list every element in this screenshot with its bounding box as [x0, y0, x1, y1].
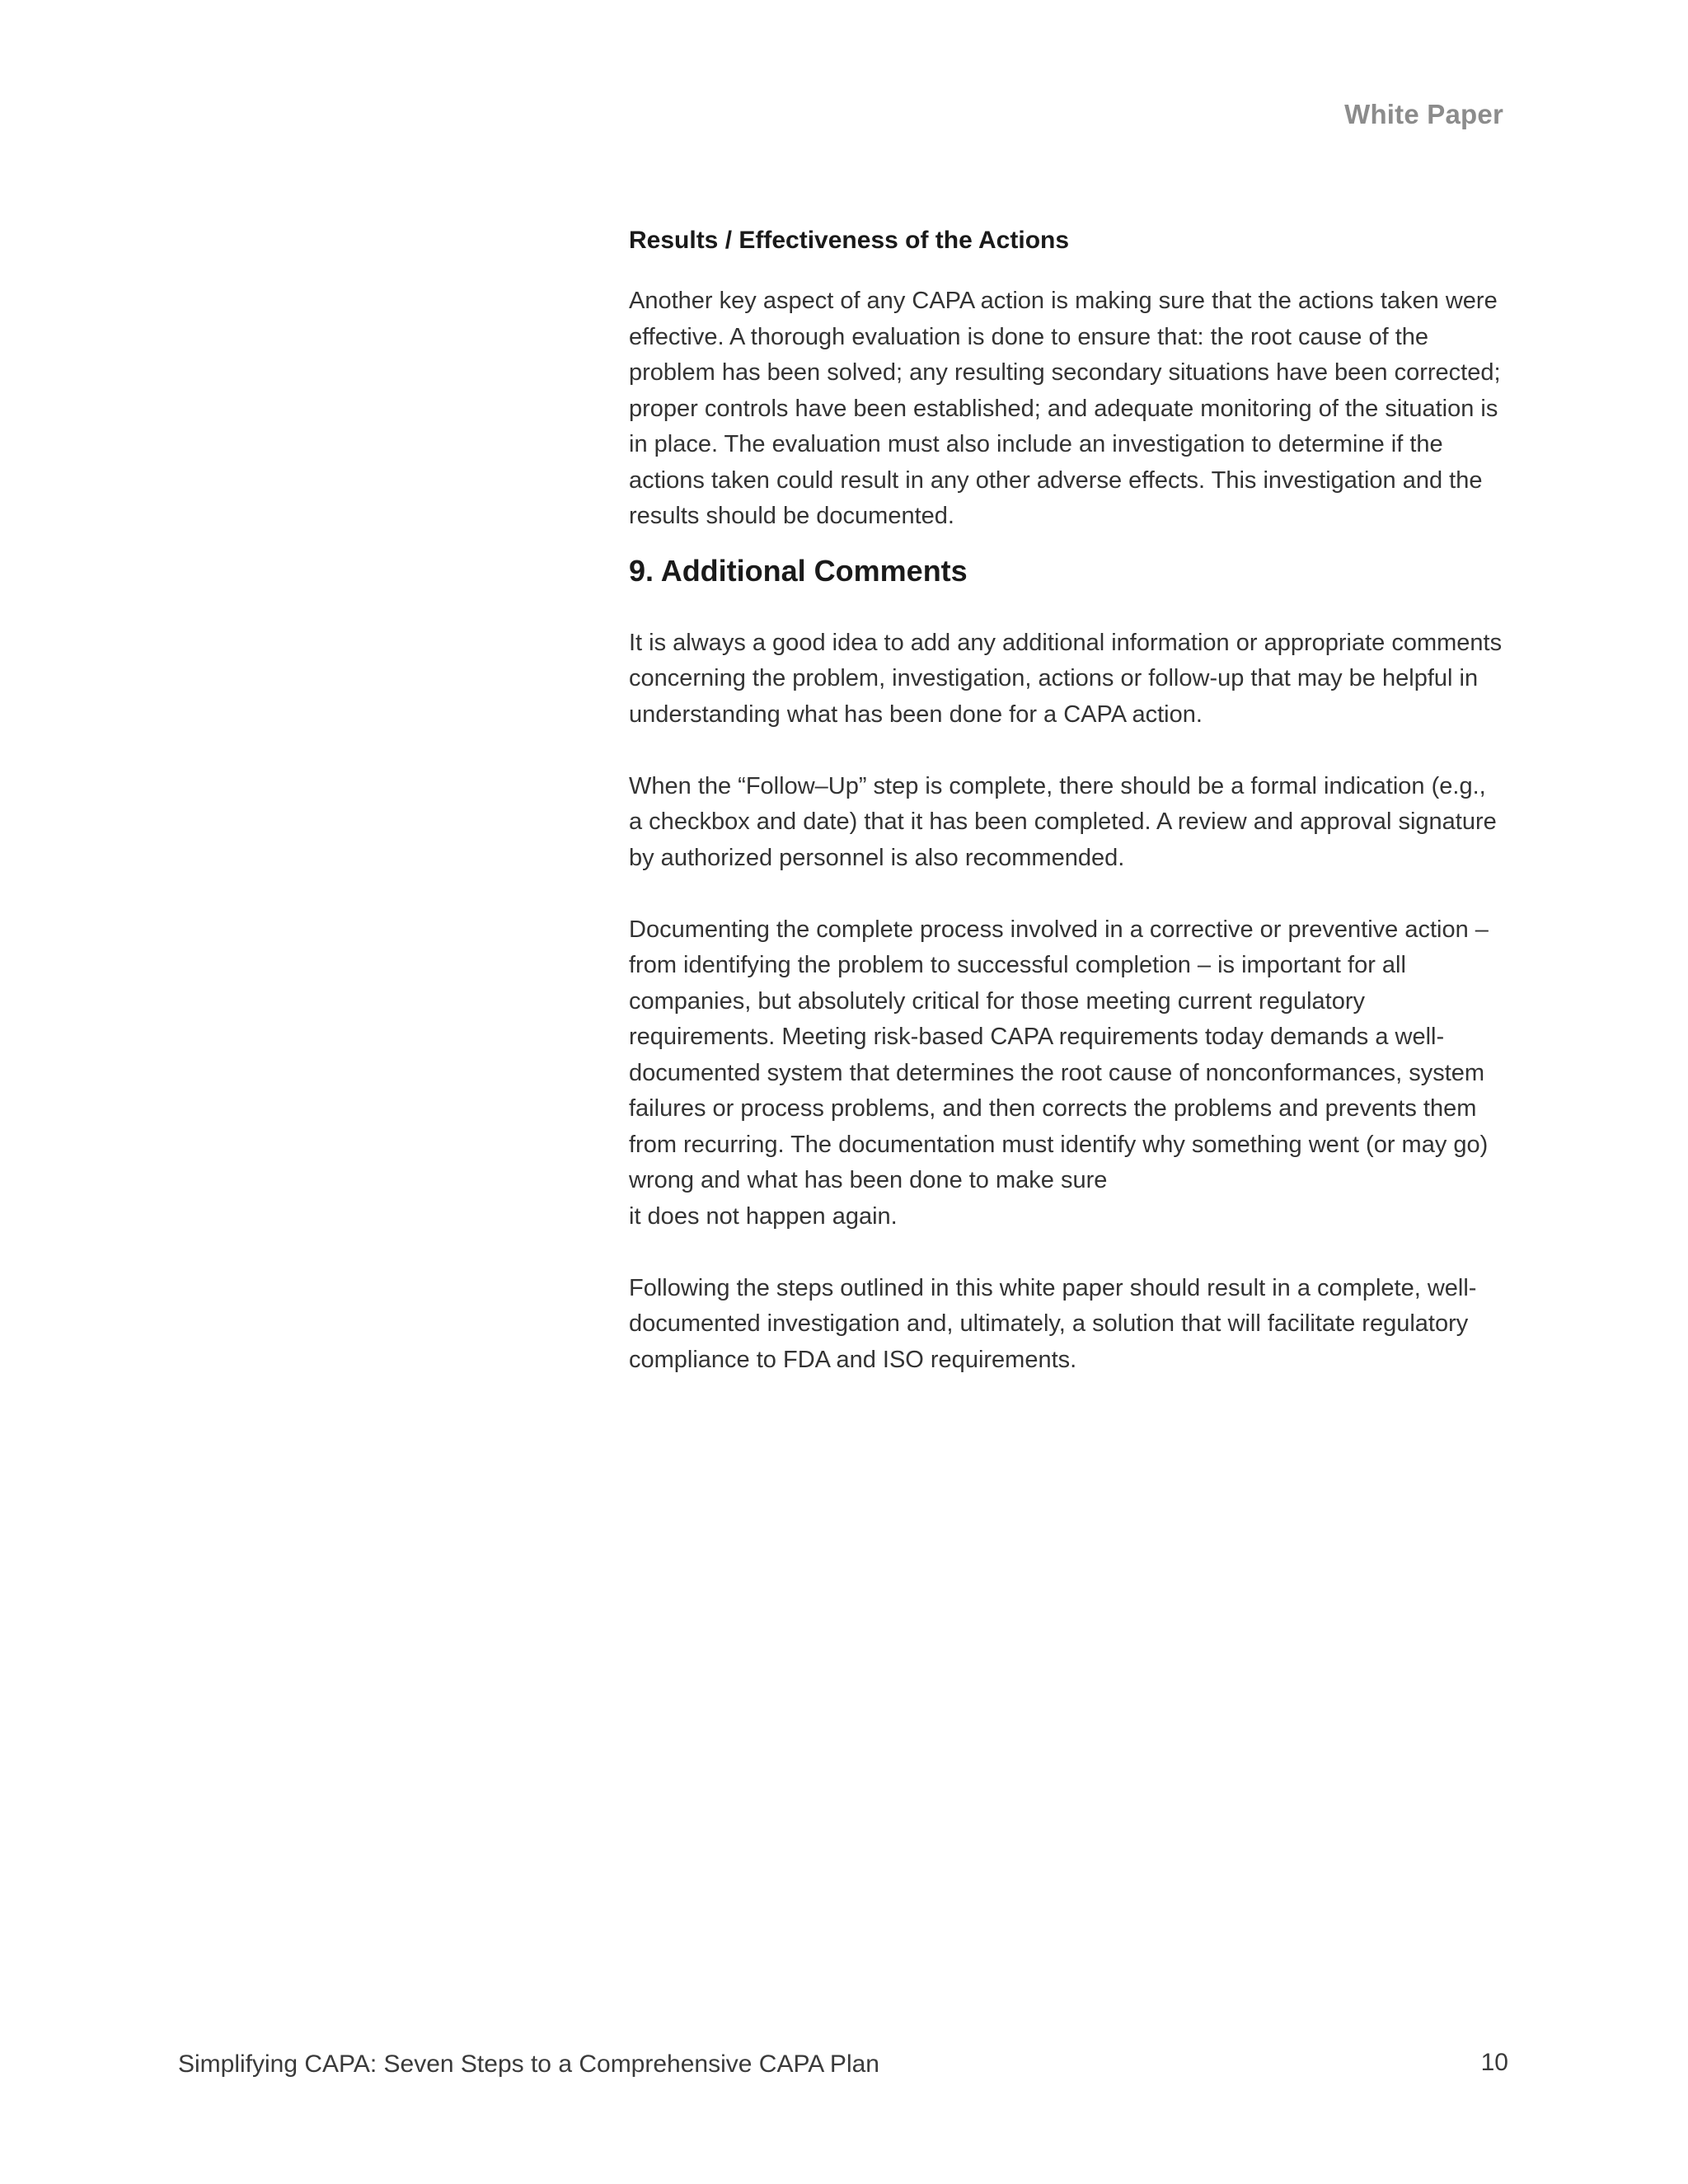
paragraph-conclusion: Following the steps outlined in this white paper should result in a complete, well-documented investigation and, ultimately, a solution that will facilitate regulatory compliance to FDA and ISO requirements. — [629, 1274, 1477, 1373]
paragraph-documenting-end: it does not happen again. — [629, 1202, 898, 1230]
paragraph-documenting — [629, 912, 1504, 1235]
page-content — [629, 221, 1504, 1414]
footer-document-title: Simplifying CAPA: Seven Steps to a Comprehensive CAPA Plan — [178, 2050, 879, 2078]
section-heading: 9. Additional Comments — [629, 553, 968, 588]
subsection-heading: Results / Effectiveness of the Actions — [629, 227, 1070, 254]
paragraph-effectiveness: Another key aspect of any CAPA action is making sure that the actions taken were effective. A thorough evaluation is done to ensure that: the root cause of the problem has been solved; any resulting secondary situations have been corrected; proper controls have been established; and adequate monitoring of the situation is in place. The evaluation must also include an investigation to determine if the actions taken could result in any other adverse effects. This investigation and the results should be documented. — [629, 288, 1501, 529]
page-number: 10 — [1480, 2049, 1508, 2076]
paragraph-additional-info: It is always a good idea to add any additional information or appropriate comments concerning the problem, investigation, actions or follow-up that may be helpful in understanding what has been done for a CAPA action. — [629, 629, 1503, 728]
document-type-label: White Paper — [1344, 99, 1503, 129]
paragraph-documenting-body: Documenting the complete process involved in a corrective or preventive action – from identifying the problem to successful completion – is important for all companies, but absolutely critical for those meeting current regulatory requirements. Meeting risk-based CAPA requirements today demands a well-documented system that determines the root cause of nonconformances, system failures or process problems, and then corrects the problems and prevents them from recurring. The documentation must identify why something went (or may go) wrong and what has been done to make sure — [629, 916, 1489, 1193]
paragraph-follow-up: When the “Follow–Up” step is complete, there should be a formal indication (e.g., a checkbox and date) that it has been completed. A review and approval signature by authorized personnel is also recommended. — [629, 772, 1497, 871]
